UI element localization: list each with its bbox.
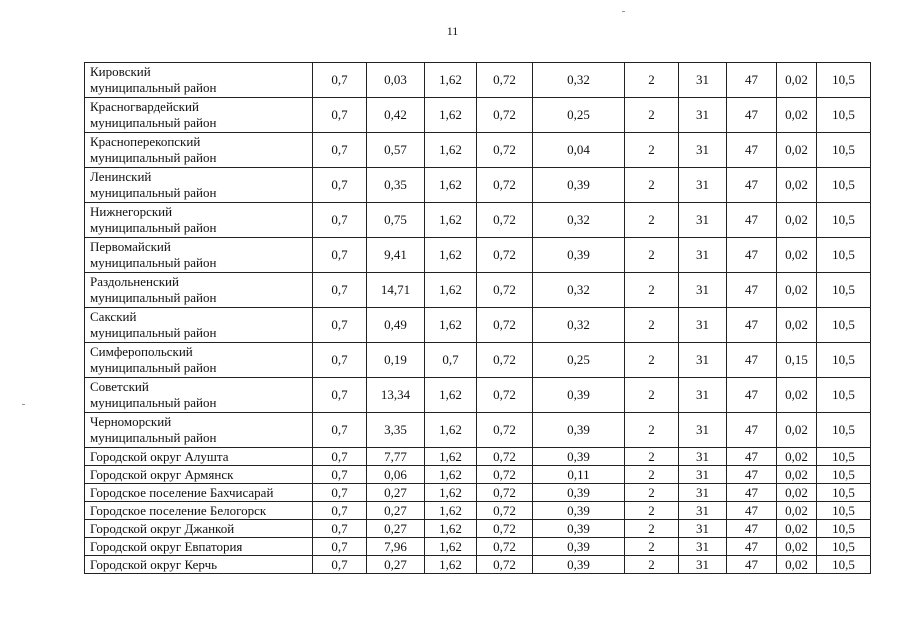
value-cell: 2 — [625, 168, 679, 203]
table-row — [85, 502, 871, 520]
value-cell: 0,02 — [777, 520, 817, 538]
value-cell: 0,06 — [367, 466, 425, 484]
value-cell: 0,72 — [477, 168, 533, 203]
territory-name-cell — [85, 520, 313, 538]
table-row — [85, 168, 871, 203]
value-cell: 2 — [625, 238, 679, 273]
territory-name-line2: муниципальный район — [90, 150, 217, 165]
value-cell: 0,7 — [313, 168, 367, 203]
value-cell: 47 — [727, 343, 777, 378]
territory-name-line1: Городской округ Алушта — [90, 448, 229, 464]
value-cell: 0,42 — [367, 98, 425, 133]
value-cell: 31 — [679, 168, 727, 203]
value-cell: 1,62 — [425, 168, 477, 203]
value-cell: 1,62 — [425, 203, 477, 238]
value-cell: 0,03 — [367, 63, 425, 98]
value-cell: 1,62 — [425, 538, 477, 556]
territory-name-line2: муниципальный район — [90, 80, 217, 95]
value-cell: 2 — [625, 203, 679, 238]
value-cell: 0,27 — [367, 484, 425, 502]
table-row — [85, 484, 871, 502]
value-cell: 2 — [625, 378, 679, 413]
value-cell: 0,02 — [777, 98, 817, 133]
value-cell: 1,62 — [425, 63, 477, 98]
value-cell: 31 — [679, 308, 727, 343]
value-cell: 0,15 — [777, 343, 817, 378]
value-cell: 47 — [727, 63, 777, 98]
table-row — [85, 413, 871, 448]
value-cell: 0,72 — [477, 63, 533, 98]
value-cell: 10,5 — [817, 133, 871, 168]
coefficients-table — [84, 62, 871, 574]
value-cell: 0,72 — [477, 538, 533, 556]
value-cell: 0,72 — [477, 343, 533, 378]
table-body — [85, 63, 871, 574]
table-row — [85, 63, 871, 98]
table-row — [85, 133, 871, 168]
value-cell: 1,62 — [425, 413, 477, 448]
value-cell: 0,39 — [533, 556, 625, 574]
value-cell: 0,39 — [533, 520, 625, 538]
value-cell: 0,02 — [777, 484, 817, 502]
value-cell: 0,32 — [533, 273, 625, 308]
value-cell: 0,72 — [477, 556, 533, 574]
value-cell: 31 — [679, 378, 727, 413]
value-cell: 0,72 — [477, 413, 533, 448]
territory-name-cell — [85, 448, 313, 466]
value-cell: 10,5 — [817, 98, 871, 133]
table-row — [85, 98, 871, 133]
value-cell: 0,02 — [777, 448, 817, 466]
page-number: 11 — [446, 24, 459, 38]
value-cell: 31 — [679, 466, 727, 484]
table-row — [85, 556, 871, 574]
value-cell: 0,7 — [313, 466, 367, 484]
value-cell: 0,19 — [367, 343, 425, 378]
value-cell: 1,62 — [425, 308, 477, 343]
value-cell: 47 — [727, 502, 777, 520]
value-cell: 13,34 — [367, 378, 425, 413]
table-row — [85, 238, 871, 273]
value-cell: 0,25 — [533, 98, 625, 133]
value-cell: 47 — [727, 203, 777, 238]
value-cell: 0,27 — [367, 556, 425, 574]
territory-name-line2: муниципальный район — [90, 255, 217, 270]
value-cell: 0,72 — [477, 378, 533, 413]
territory-name-line1: Ленинский — [90, 169, 152, 184]
value-cell: 10,5 — [817, 238, 871, 273]
territory-name-cell — [85, 413, 313, 448]
value-cell: 0,7 — [425, 343, 477, 378]
value-cell: 0,39 — [533, 502, 625, 520]
territory-name-cell — [85, 238, 313, 273]
value-cell: 31 — [679, 448, 727, 466]
table-row — [85, 343, 871, 378]
value-cell: 31 — [679, 238, 727, 273]
value-cell: 47 — [727, 378, 777, 413]
value-cell: 0,72 — [477, 520, 533, 538]
value-cell: 10,5 — [817, 448, 871, 466]
territory-name-cell — [85, 378, 313, 413]
value-cell: 7,96 — [367, 538, 425, 556]
value-cell: 9,41 — [367, 238, 425, 273]
value-cell: 31 — [679, 556, 727, 574]
value-cell: 10,5 — [817, 273, 871, 308]
value-cell: 0,7 — [313, 343, 367, 378]
value-cell: 10,5 — [817, 343, 871, 378]
value-cell: 0,25 — [533, 343, 625, 378]
value-cell: 0,02 — [777, 238, 817, 273]
table-row — [85, 448, 871, 466]
value-cell: 10,5 — [817, 466, 871, 484]
value-cell: 0,02 — [777, 413, 817, 448]
value-cell: 0,35 — [367, 168, 425, 203]
value-cell: 0,49 — [367, 308, 425, 343]
value-cell: 0,11 — [533, 466, 625, 484]
value-cell: 2 — [625, 133, 679, 168]
value-cell: 3,35 — [367, 413, 425, 448]
value-cell: 0,7 — [313, 238, 367, 273]
value-cell: 31 — [679, 273, 727, 308]
value-cell: 10,5 — [817, 63, 871, 98]
territory-name-cell — [85, 466, 313, 484]
value-cell: 47 — [727, 466, 777, 484]
value-cell: 31 — [679, 343, 727, 378]
value-cell: 2 — [625, 484, 679, 502]
table-row — [85, 273, 871, 308]
value-cell: 0,02 — [777, 308, 817, 343]
territory-name-line1: Красногвардейский — [90, 99, 199, 114]
value-cell: 31 — [679, 63, 727, 98]
value-cell: 31 — [679, 133, 727, 168]
territory-name-cell — [85, 273, 313, 308]
table-row — [85, 520, 871, 538]
table-row — [85, 203, 871, 238]
territory-name-line1: Нижнегорский — [90, 204, 173, 219]
value-cell: 2 — [625, 466, 679, 484]
value-cell: 10,5 — [817, 168, 871, 203]
table-row — [85, 378, 871, 413]
value-cell: 47 — [727, 520, 777, 538]
value-cell: 2 — [625, 273, 679, 308]
table-row — [85, 538, 871, 556]
territory-name-line1: Сакский — [90, 309, 137, 324]
value-cell: 2 — [625, 343, 679, 378]
territory-name-line1: Советский — [90, 379, 149, 394]
territory-name-line1: Городской округ Керчь — [90, 556, 218, 572]
territory-name-cell — [85, 556, 313, 574]
value-cell: 1,62 — [425, 133, 477, 168]
value-cell: 0,7 — [313, 556, 367, 574]
value-cell: 1,62 — [425, 466, 477, 484]
value-cell: 0,72 — [477, 308, 533, 343]
value-cell: 0,39 — [533, 378, 625, 413]
value-cell: 0,39 — [533, 413, 625, 448]
value-cell: 0,7 — [313, 203, 367, 238]
value-cell: 2 — [625, 413, 679, 448]
table-row — [85, 308, 871, 343]
value-cell: 0,7 — [313, 378, 367, 413]
territory-name-cell — [85, 63, 313, 98]
table-row — [85, 466, 871, 484]
value-cell: 0,72 — [477, 448, 533, 466]
value-cell: 47 — [727, 448, 777, 466]
value-cell: 0,7 — [313, 273, 367, 308]
territory-name-line1: Городской округ Евпатория — [90, 538, 243, 554]
value-cell: 0,39 — [533, 238, 625, 273]
value-cell: 0,02 — [777, 168, 817, 203]
value-cell: 0,72 — [477, 502, 533, 520]
value-cell: 0,72 — [477, 133, 533, 168]
value-cell: 0,7 — [313, 484, 367, 502]
territory-name-cell — [85, 308, 313, 343]
value-cell: 0,72 — [477, 203, 533, 238]
territory-name-line1: Кировский — [90, 64, 151, 79]
value-cell: 10,5 — [817, 502, 871, 520]
value-cell: 10,5 — [817, 520, 871, 538]
value-cell: 47 — [727, 238, 777, 273]
value-cell: 31 — [679, 484, 727, 502]
territory-name-cell — [85, 203, 313, 238]
territory-name-cell — [85, 343, 313, 378]
value-cell: 1,62 — [425, 556, 477, 574]
value-cell: 10,5 — [817, 484, 871, 502]
value-cell: 0,72 — [477, 238, 533, 273]
territory-name-line1: Первомайский — [90, 239, 171, 254]
value-cell: 47 — [727, 308, 777, 343]
value-cell: 0,72 — [477, 466, 533, 484]
value-cell: 0,02 — [777, 556, 817, 574]
value-cell: 2 — [625, 63, 679, 98]
territory-name-line1: Черноморский — [90, 414, 172, 429]
value-cell: 1,62 — [425, 273, 477, 308]
value-cell: 0,75 — [367, 203, 425, 238]
value-cell: 47 — [727, 484, 777, 502]
value-cell: 10,5 — [817, 308, 871, 343]
value-cell: 0,7 — [313, 133, 367, 168]
value-cell: 47 — [727, 133, 777, 168]
value-cell: 1,62 — [425, 98, 477, 133]
value-cell: 10,5 — [817, 413, 871, 448]
territory-name-line2: муниципальный район — [90, 290, 217, 305]
value-cell: 0,72 — [477, 98, 533, 133]
value-cell: 47 — [727, 538, 777, 556]
value-cell: 47 — [727, 413, 777, 448]
value-cell: 1,62 — [425, 520, 477, 538]
value-cell: 47 — [727, 98, 777, 133]
territory-name-line2: муниципальный район — [90, 430, 217, 445]
value-cell: 1,62 — [425, 502, 477, 520]
territory-name-line1: Городской округ Джанкой — [90, 520, 235, 536]
value-cell: 0,32 — [533, 63, 625, 98]
value-cell: 0,02 — [777, 502, 817, 520]
territory-name-cell — [85, 168, 313, 203]
value-cell: 1,62 — [425, 238, 477, 273]
value-cell: 31 — [679, 98, 727, 133]
value-cell: 0,02 — [777, 273, 817, 308]
value-cell: 0,02 — [777, 133, 817, 168]
territory-name-line1: Городской округ Армянск — [90, 466, 234, 482]
value-cell: 31 — [679, 520, 727, 538]
value-cell: 0,32 — [533, 203, 625, 238]
value-cell: 1,62 — [425, 448, 477, 466]
scan-speck — [22, 404, 25, 405]
value-cell: 0,7 — [313, 98, 367, 133]
value-cell: 0,39 — [533, 484, 625, 502]
value-cell: 0,27 — [367, 502, 425, 520]
territory-name-cell — [85, 484, 313, 502]
territory-name-line1: Симферопольский — [90, 344, 193, 359]
value-cell: 0,27 — [367, 520, 425, 538]
value-cell: 0,02 — [777, 538, 817, 556]
value-cell: 2 — [625, 502, 679, 520]
value-cell: 2 — [625, 556, 679, 574]
value-cell: 31 — [679, 413, 727, 448]
value-cell: 31 — [679, 203, 727, 238]
scan-speck — [622, 11, 625, 12]
territory-name-line2: муниципальный район — [90, 115, 217, 130]
value-cell: 0,39 — [533, 168, 625, 203]
value-cell: 31 — [679, 502, 727, 520]
value-cell: 10,5 — [817, 378, 871, 413]
value-cell: 2 — [625, 98, 679, 133]
value-cell: 14,71 — [367, 273, 425, 308]
value-cell: 0,7 — [313, 538, 367, 556]
value-cell: 0,7 — [313, 448, 367, 466]
value-cell: 0,02 — [777, 378, 817, 413]
value-cell: 0,32 — [533, 308, 625, 343]
value-cell: 2 — [625, 308, 679, 343]
value-cell: 10,5 — [817, 556, 871, 574]
value-cell: 0,7 — [313, 502, 367, 520]
value-cell: 0,72 — [477, 273, 533, 308]
value-cell: 0,7 — [313, 413, 367, 448]
value-cell: 0,7 — [313, 520, 367, 538]
territory-name-line1: Городское поселение Белогорск — [90, 502, 267, 518]
value-cell: 47 — [727, 556, 777, 574]
value-cell: 0,02 — [777, 63, 817, 98]
value-cell: 0,02 — [777, 466, 817, 484]
value-cell: 47 — [727, 168, 777, 203]
value-cell: 0,04 — [533, 133, 625, 168]
territory-name-cell — [85, 538, 313, 556]
value-cell: 0,02 — [777, 203, 817, 238]
value-cell: 2 — [625, 538, 679, 556]
value-cell: 10,5 — [817, 203, 871, 238]
value-cell: 10,5 — [817, 538, 871, 556]
value-cell: 2 — [625, 448, 679, 466]
territory-name-line1: Красноперекопский — [90, 134, 201, 149]
territory-name-line1: Городское поселение Бахчисарай — [90, 484, 274, 500]
territory-name-cell — [85, 133, 313, 168]
territory-name-cell — [85, 98, 313, 133]
value-cell: 0,39 — [533, 448, 625, 466]
value-cell: 1,62 — [425, 378, 477, 413]
value-cell: 0,72 — [477, 484, 533, 502]
value-cell: 47 — [727, 273, 777, 308]
territory-name-line2: муниципальный район — [90, 220, 217, 235]
value-cell: 31 — [679, 538, 727, 556]
value-cell: 0,7 — [313, 63, 367, 98]
territory-name-line2: муниципальный район — [90, 185, 217, 200]
value-cell: 0,39 — [533, 538, 625, 556]
territory-name-line2: муниципальный район — [90, 325, 217, 340]
territory-name-line2: муниципальный район — [90, 395, 217, 410]
value-cell: 2 — [625, 520, 679, 538]
territory-name-line1: Раздольненский — [90, 274, 179, 289]
value-cell: 7,77 — [367, 448, 425, 466]
value-cell: 0,7 — [313, 308, 367, 343]
value-cell: 0,57 — [367, 133, 425, 168]
value-cell: 1,62 — [425, 484, 477, 502]
territory-name-cell — [85, 502, 313, 520]
territory-name-line2: муниципальный район — [90, 360, 217, 375]
